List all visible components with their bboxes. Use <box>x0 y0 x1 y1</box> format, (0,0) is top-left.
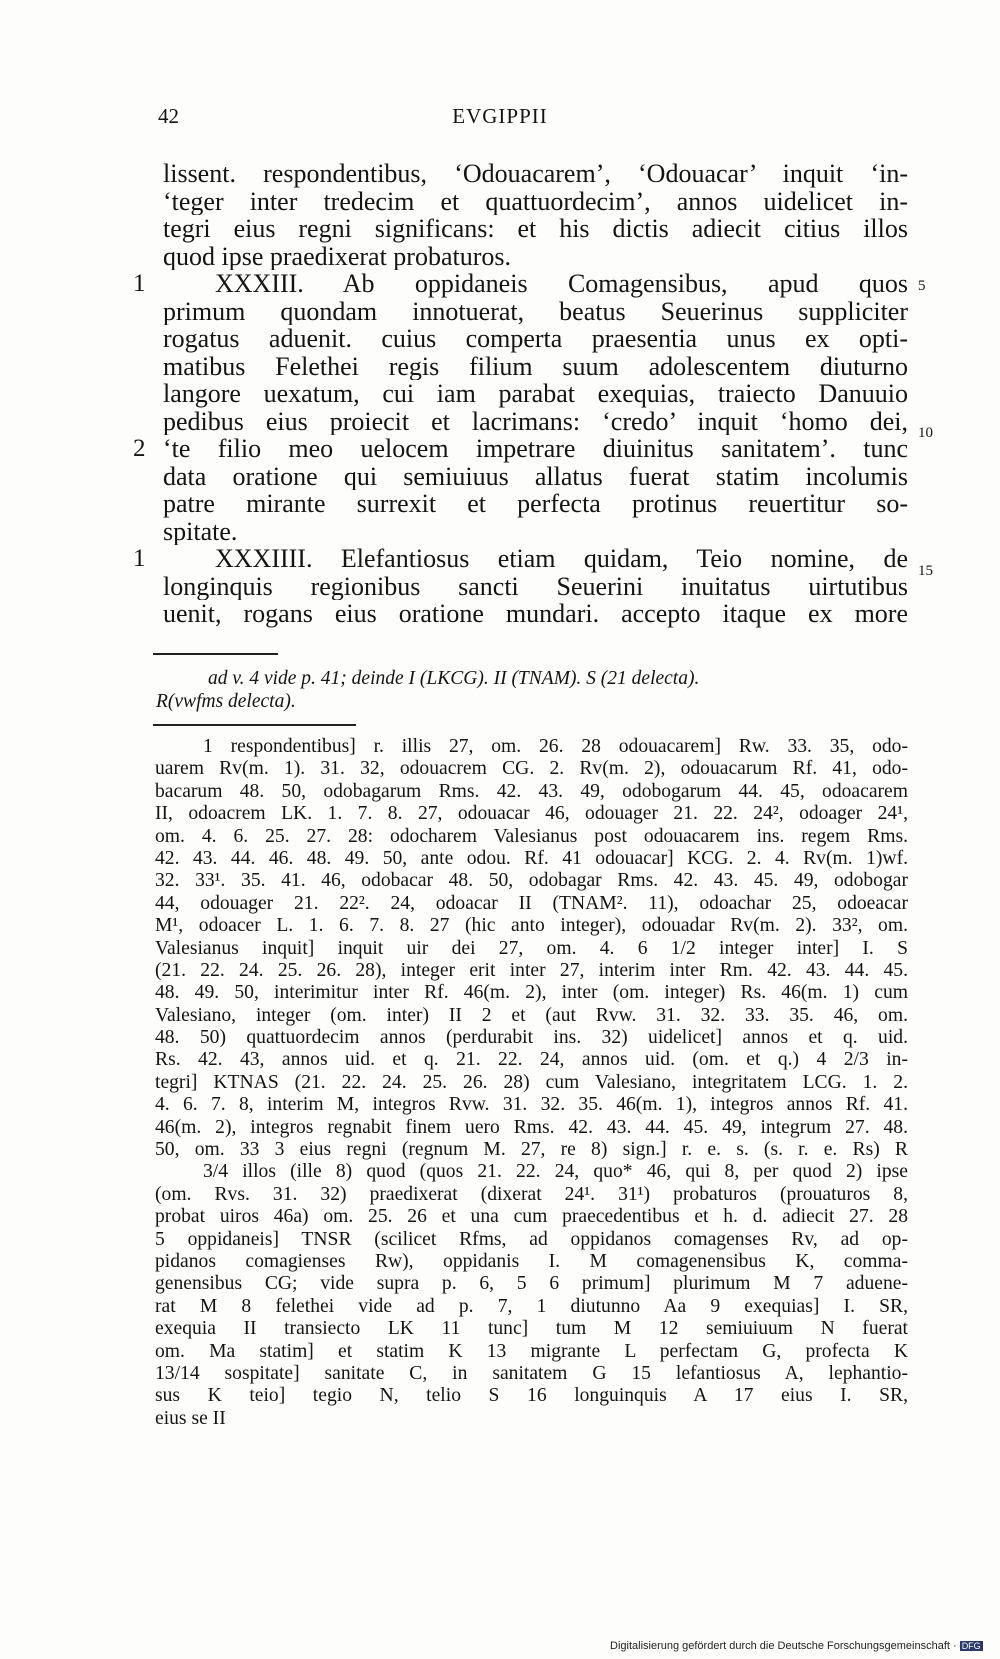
text-line: longinquis regionibus sancti Seuerini inuitatus uirtutibus <box>163 572 908 600</box>
note-line: 42. 43. 44. 46. 48. 49. 50, ante odou. Rf. 41 odouacar] KCG. 2. 4. Rv(m. 1)wf. <box>155 847 908 869</box>
note-line: 5 oppidaneis] TNSR (scilicet Rfms, ad oppidanos comagenses Rv, ad op- <box>155 1228 908 1250</box>
note-line: eius se II <box>155 1407 226 1429</box>
note-line: 44, odouager 21. 22². 24, odoacar II (TNAM². 11), odoachar 25, odoeacar <box>155 892 908 914</box>
digitization-footer <box>610 1640 983 1652</box>
text-line: data oratione qui semiuiuus allatus fuerat statim incolumis <box>163 462 908 490</box>
note-line: 46(m. 2), integros regnabit finem uero Rms. 42. 43. 44. 45. 49, integrum 27. 48. <box>155 1116 908 1138</box>
note-line: 48. 49. 50, interimitur inter Rf. 46(m. 2), inter (om. integer) Rs. 46(m. 1) cum <box>155 982 908 1004</box>
page-header <box>0 104 1000 134</box>
note-line: Rs. 42. 43, annos uid. et q. 21. 22. 24, annos uid. (om. et q.) 4 2/3 in- <box>155 1049 908 1071</box>
note-line: (21. 22. 24. 25. 26. 28), integer erit inter 27, interim inter Rm. 42. 43. 44. 45. <box>155 959 908 981</box>
text-line: quod ipse praedixerat probaturos. <box>163 242 512 270</box>
text-line: langore uexatum, cui iam parabat exequias, traiecto Danuuio <box>163 380 908 408</box>
note-line: 48. 50) quattuordecim annos (perdurabit ins. 32) uidelicet] annos et q. uid. <box>155 1027 908 1049</box>
main-text <box>163 160 908 628</box>
page-number: 42 <box>158 104 179 128</box>
footer-text: Digitalisierung gefördert durch die Deutsche Forschungsgemeinschaft · <box>610 1640 957 1652</box>
note-line: exequia II transiecto LK 11 tunc] tum M 12 semiuiuum N fuerat <box>155 1318 908 1340</box>
note-line: Valesianus inquit] inquit uir dei 27, om. 4. 6 1/2 integer inter] I. S <box>155 937 908 959</box>
text-line: ‘te filio meo uelocem impetrare diuinitus sanitatem’. tunc <box>163 435 908 463</box>
note-line: II, odoacrem LK. 1. 7. 8. 27, odouacar 46, odouager 21. 22. 24², odoager 24¹, <box>155 803 908 825</box>
note-line: 1 respondentibus] r. illis 27, om. 26. 28 odouacarem] Rw. 33. 35, odo- <box>203 736 908 757</box>
line-number: 10 <box>918 425 933 441</box>
note-line: pidanos comagienses Rw), oppidanis I. M comagenensibus K, comma- <box>155 1250 908 1272</box>
section-number: 1 <box>133 270 146 297</box>
text-line: ‘teger inter tredecim et quattuordecim’, annos uidelicet in- <box>163 187 908 215</box>
separator-rule <box>153 724 356 726</box>
text-line: pedibus eius proiecit et lacrimans: ‘credo’ inquit ‘homo dei, <box>163 407 908 435</box>
note-line: sus K teio] tegio N, telio S 16 longuinquis A 17 eius I. SR, <box>155 1385 908 1407</box>
dfg-logo: DFG <box>961 1641 981 1651</box>
text-line: matibus Felethei regis filium suum adolescentem diuturno <box>163 352 908 380</box>
chapter-heading-line: XXXIIII. Elefantiosus etiam quidam, Teio nomine, de <box>215 545 908 573</box>
note-line: probat uiros 46a) om. 25. 26 et una cum praecedentibus et h. d. adiecit 27. 28 <box>155 1206 908 1228</box>
text-line: rogatus aduenit. cuius comperta praesentia unus ex opti- <box>163 325 908 353</box>
text-line: spitate. <box>163 517 238 545</box>
apparatus-header <box>156 667 908 713</box>
section-number: 2 <box>133 435 146 462</box>
text-line: uenit, rogans eius oratione mundari. accepto itaque ex more <box>163 600 908 628</box>
apparatus-line: R(vwfms delecta). <box>156 691 296 712</box>
text-line: primum quondam innotuerat, beatus Seuerinus suppliciter <box>163 297 908 325</box>
line-number: 15 <box>918 563 933 579</box>
separator-rule <box>153 653 278 655</box>
note-line: M¹, odoacer L. 1. 6. 7. 8. 27 (hic anto integer), odouadar Rv(m. 2). 33², om. <box>155 915 908 937</box>
apparatus-line: ad v. 4 vide p. 41; deinde I (LKCG). II (TNAM). S (21 delecta). <box>208 668 700 689</box>
note-line: uarem Rv(m. 1). 31. 32, odouacrem CG. 2. Rv(m. 2), odouacarum Rf. 41, odo- <box>155 758 908 780</box>
note-line: genensibus CG; vide supra p. 6, 5 6 primum] plurimum M 7 aduene- <box>155 1273 908 1295</box>
note-line: bacarum 48. 50, odobagarum Rms. 42. 43. 49, odobogarum 44. 45, odoacarem <box>155 780 908 802</box>
line-number: 5 <box>918 278 926 294</box>
note-line: Valesiano, integer (om. inter) II 2 et (aut Rvw. 31. 32. 33. 35. 46, om. <box>155 1004 908 1026</box>
note-line: 13/14 sospitate] sanitate C, in sanitatem G 15 lefantiosus A, lephantio- <box>155 1362 908 1384</box>
running-title: EVGIPPII <box>452 104 548 128</box>
note-line: 4. 6. 7. 8, interim M, integros Rvw. 31. 32. 35. 46(m. 1), integros annos Rf. 41. <box>155 1094 908 1116</box>
note-line: 50, om. 33 3 eius regni (regnum M. 27, re 8) sign.] r. e. s. (s. r. e. Rs) R <box>155 1139 908 1161</box>
section-number: 1 <box>133 545 146 572</box>
note-line: rat M 8 felethei vide ad p. 7, 1 diutunno Aa 9 exequias] I. SR, <box>155 1295 908 1317</box>
chapter-heading-line: XXXIII. Ab oppidaneis Comagensibus, apud quos <box>215 270 908 298</box>
text-line: lissent. respondentibus, ‘Odouacarem’, ‘Odouacar’ inquit ‘in- <box>163 160 908 188</box>
text-line: tegri eius regni significans: et his dictis adiecit citius illos <box>163 215 908 243</box>
note-line: tegri] KTNAS (21. 22. 24. 25. 26. 28) cum Valesiano, integritatem LCG. 1. 2. <box>155 1071 908 1093</box>
text-line: patre mirante surrexit et perfecta protinus reuertitur so- <box>163 490 908 518</box>
note-line: 32. 33¹. 35. 41. 46, odobacar 48. 50, odobagar Rms. 42. 43. 45. 49, odobogar <box>155 870 908 892</box>
critical-notes <box>155 736 908 1430</box>
note-line: (om. Rvs. 31. 32) praedixerat (dixerat 24¹. 31¹) probaturos (prouaturos 8, <box>155 1183 908 1205</box>
note-line: 3/4 illos (ille 8) quod (quos 21. 22. 24, quo* 46, qui 8, per quod 2) ipse <box>203 1161 908 1183</box>
note-line: om. Ma statim] et statim K 13 migrante L perfectam G, profecta K <box>155 1340 908 1362</box>
note-line: om. 4. 6. 25. 27. 28: odocharem Valesianus post odouacarem ins. regem Rms. <box>155 825 908 847</box>
